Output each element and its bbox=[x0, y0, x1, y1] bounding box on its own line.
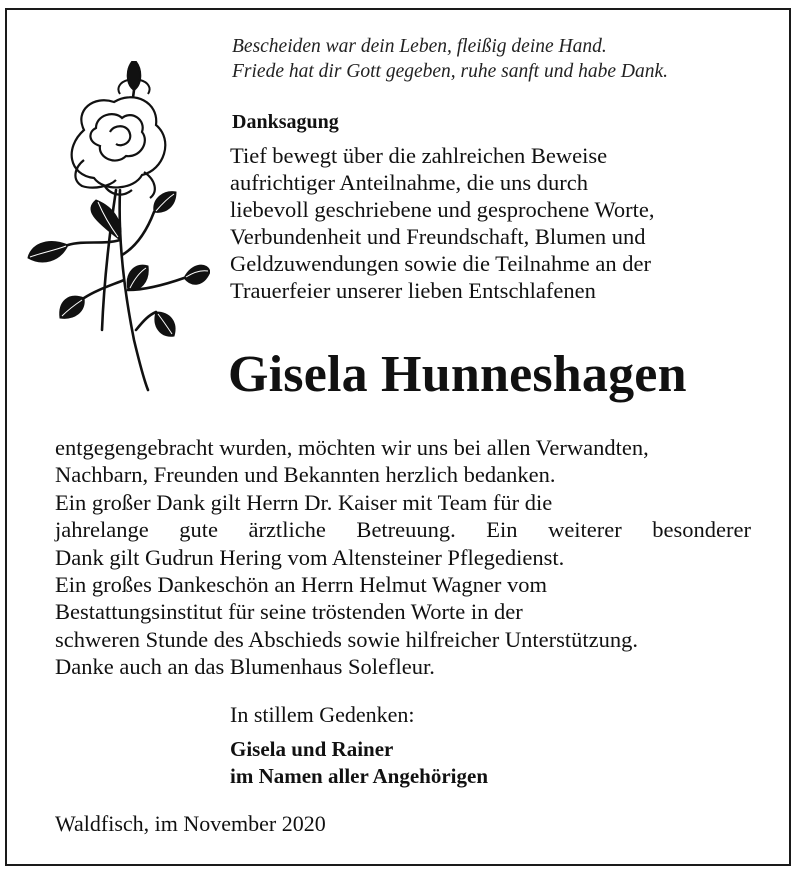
motto-verse bbox=[232, 34, 668, 84]
intro-line: Geldzuwendungen sowie die Teilnahme an der bbox=[230, 251, 651, 276]
intro-line: liebevoll geschriebene und gesprochene Worte, bbox=[230, 197, 655, 222]
deceased-name: Gisela Hunneshagen bbox=[228, 346, 687, 403]
motto-line: Bescheiden war dein Leben, fleißig deine Hand. bbox=[232, 36, 607, 57]
intro-line: Trauerfeier unserer lieben Entschlafenen bbox=[230, 278, 596, 303]
signer-line: Gisela und Rainer bbox=[230, 737, 394, 761]
intro-line: Tief bewegt über die zahlreichen Beweise bbox=[230, 143, 608, 168]
signers-block bbox=[230, 736, 488, 790]
motto-line: Friede hat dir Gott gegeben, ruhe sanft und habe Dank. bbox=[232, 61, 668, 82]
notice-heading: Danksagung bbox=[232, 111, 339, 133]
body-line: Dank gilt Gudrun Hering vom Altensteiner Pflegedienst. bbox=[55, 544, 565, 570]
place-date: Waldfisch, im November 2020 bbox=[55, 811, 326, 836]
signer-line: im Namen aller Angehörigen bbox=[230, 764, 489, 788]
body-line: Ein großes Dankeschön an Herrn Helmut Wagner vom bbox=[55, 572, 548, 598]
body-paragraph bbox=[55, 434, 755, 681]
intro-line: Verbundenheit und Freundschaft, Blumen und bbox=[230, 224, 646, 249]
memory-line: In stillem Gedenken: bbox=[230, 702, 415, 727]
rose-icon bbox=[24, 40, 210, 392]
body-line: Bestattungsinstitut für seine tröstenden Worte in der bbox=[55, 599, 523, 625]
body-line: Ein großer Dank gilt Herrn Dr. Kaiser mit Team für die bbox=[55, 489, 553, 515]
body-line: jahrelange gute ärztliche Betreuung. Ein weiterer besonderer bbox=[55, 517, 751, 543]
body-line: entgegengebracht wurden, möchten wir uns bei allen Verwandten, bbox=[55, 435, 649, 460]
body-line: Nachbarn, Freunden und Bekannten herzlich bedanken. bbox=[55, 462, 556, 488]
body-line: Danke auch an das Blumenhaus Solefleur. bbox=[55, 654, 435, 680]
body-line: schweren Stunde des Abschieds sowie hilfreicher Unterstützung. bbox=[55, 626, 638, 652]
intro-line: aufrichtiger Anteilnahme, die uns durch bbox=[230, 170, 589, 195]
intro-paragraph bbox=[230, 142, 790, 304]
